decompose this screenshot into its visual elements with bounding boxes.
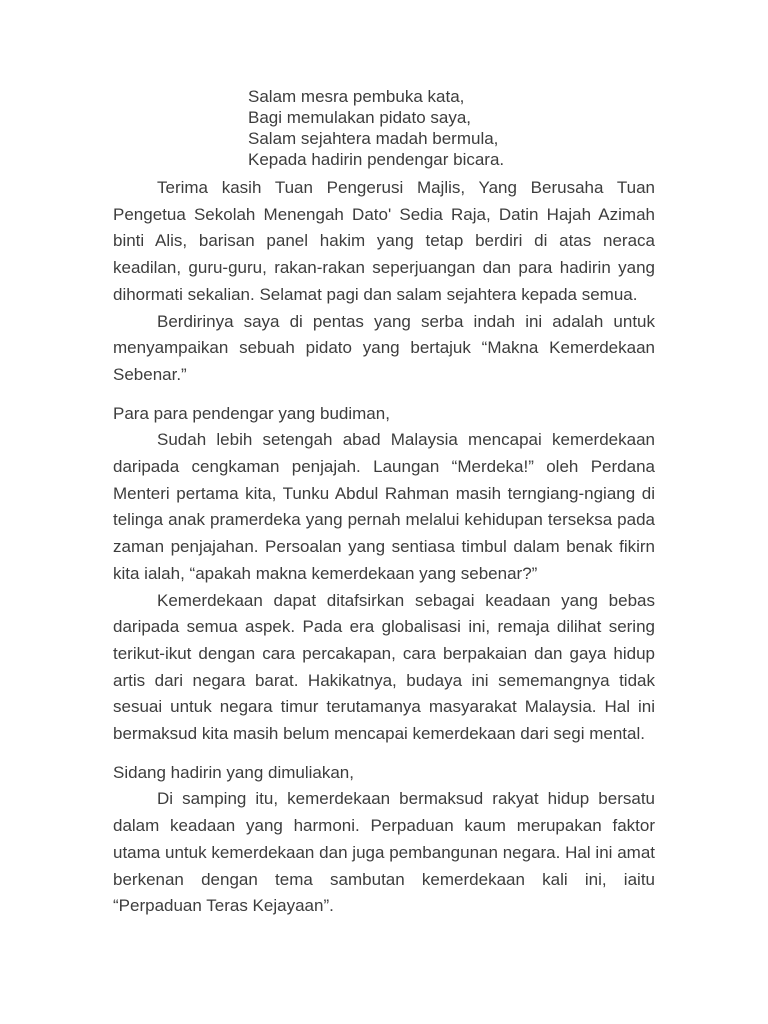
verse-line: Kepada hadirin pendengar bicara.: [248, 150, 505, 169]
paragraph-merdeka-history: Sudah lebih setengah abad Malaysia mencapai kemerdekaan daripada cengkaman penjajah. Laungan “Merdeka!” oleh Perdana Menteri pertama kita, Tunku Abdul Rahman masih terngiang-ngiang di telinga anak pramerdeka yang pernah melalui kehidupan terseksa pada zaman penjajahan. Persoalan yang sentiasa timbul dalam benak fikirn kita ialah, “apakah makna kemerdekaan yang sebenar?”: [113, 430, 655, 583]
paragraph-introduction: Berdirinya saya di pentas yang serba indah ini adalah untuk menyampaikan sebuah pidato yang bertajuk “Makna Kemerdekaan Sebenar.”: [113, 311, 655, 384]
greeting-line-assembly: Sidang hadirin yang dimuliakan,: [113, 762, 354, 782]
opening-verse: [248, 86, 655, 170]
paragraph-definition: Kemerdekaan dapat ditafsirkan sebagai keadaan yang bebas daripada semua aspek. Pada era globalisasi ini, remaja dilihat sering terikut-ikut dengan cara percakapan, cara berpakaian dan gaya hidup artis dari negara barat. Hakikatnya, budaya ini sememangnya tidak sesuai untuk negara timur terutamanya masyarakat Malaysia. Hal ini bermaksud kita masih belum mencapai kemerdekaan dari segi mental.: [113, 590, 655, 744]
paragraph-salutation: Terima kasih Tuan Pengerusi Majlis, Yang Berusaha Tuan Pengetua Sekolah Menengah Dato' Sedia Raja, Datin Hajah Azimah binti Alis, barisan panel hakim yang tetap berdiri di atas neraca keadilan, guru-guru, rakan-rakan seperjuangan dan para hadirin yang dihormati sekalian. Selamat pagi dan salam sejahtera kepada semua.: [113, 178, 655, 304]
paragraph-unity: Di samping itu, kemerdekaan bermaksud rakyat hidup bersatu dalam keadaan yang harmoni. Perpaduan kaum merupakan faktor utama untuk kemerdekaan dan juga pembangunan negara. Hal ini amat berkenan dengan tema sambutan kemerdekaan kali ini, iaitu “Perpaduan Teras Kejayaan”.: [113, 789, 655, 916]
verse-line: Salam sejahtera madah bermula,: [248, 129, 499, 148]
greeting-line-audience: Para para pendengar yang budiman,: [113, 403, 390, 423]
verse-line: Salam mesra pembuka kata,: [248, 87, 465, 106]
verse-line: Bagi memulakan pidato saya,: [248, 108, 472, 127]
